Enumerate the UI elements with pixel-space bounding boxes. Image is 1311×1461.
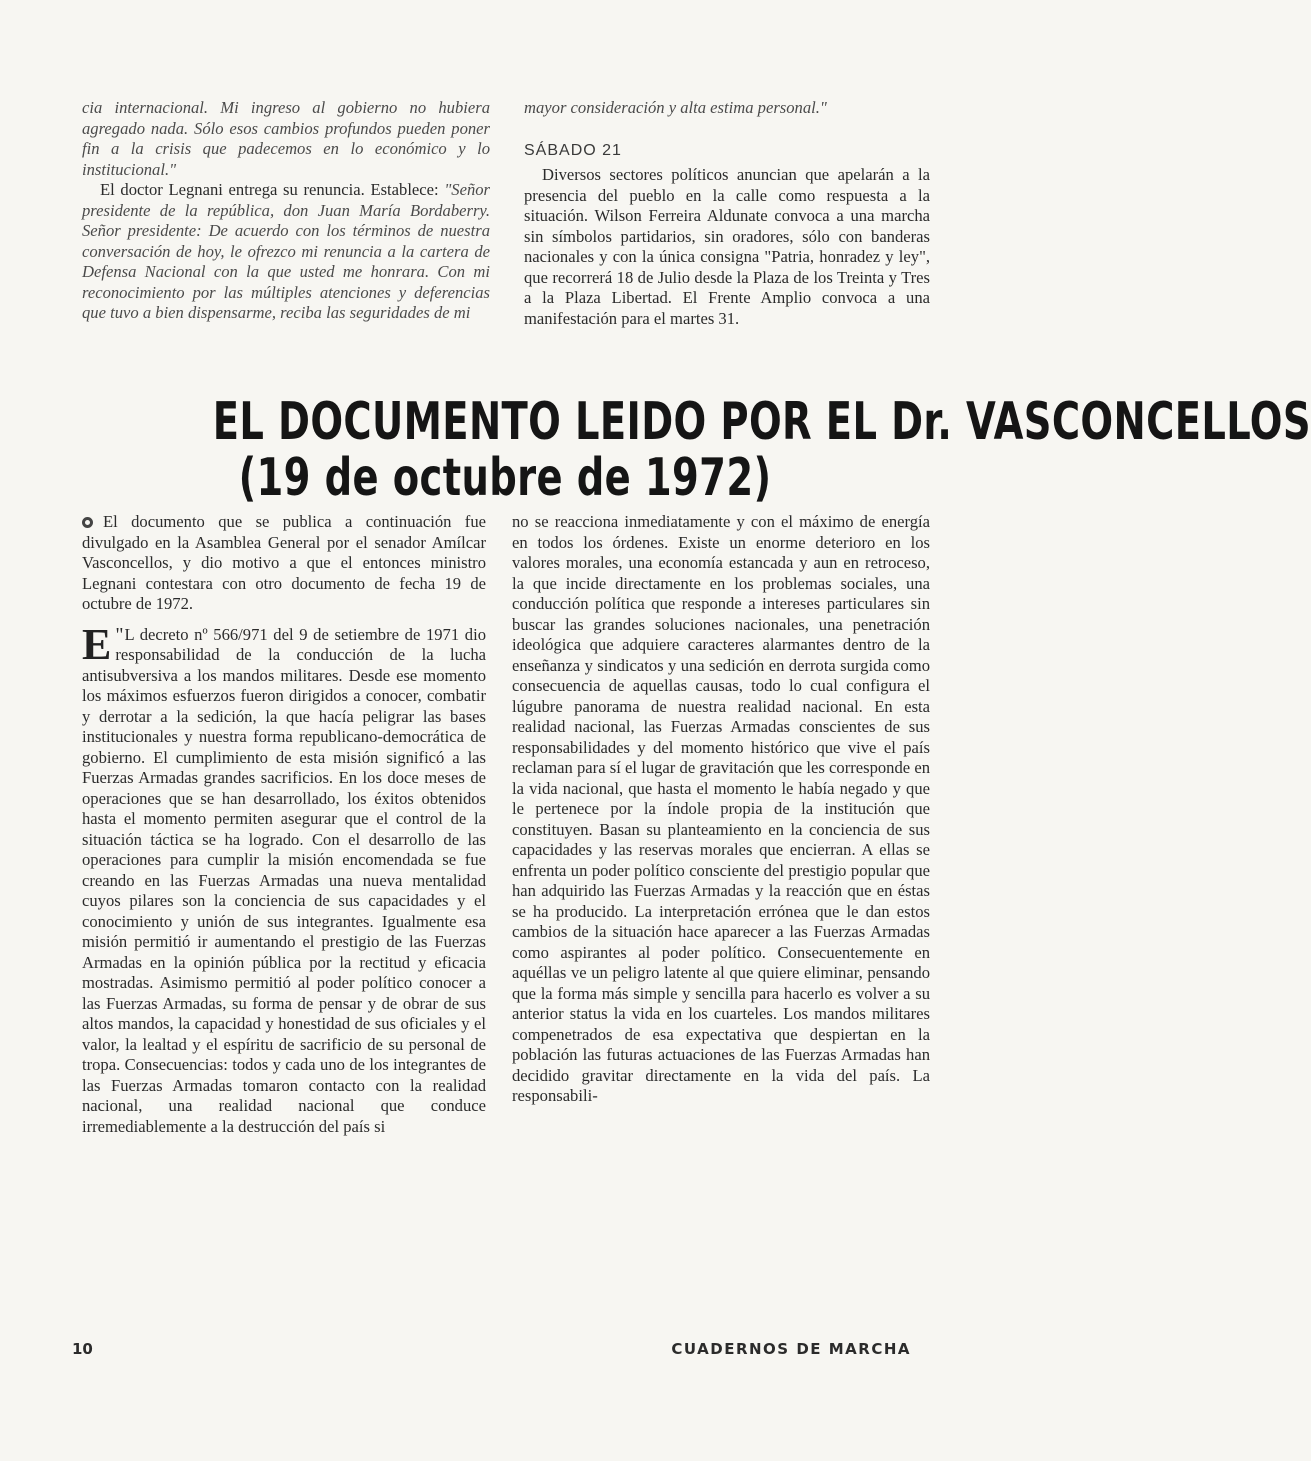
opening-quote-mark: " <box>115 623 124 646</box>
intro-text: El documento que se publica a continuación fue divulgado en la Asamblea General por el senador Amílcar Vasconcellos, y dio motivo a que el entonces ministro Legnani contestara con otro documento de fecha 19 de octubre de 1972. <box>82 512 486 613</box>
resignation-letter-quote: "Señor presidente de la república, don Juan María Bordaberry. Señor presidente: De acuerdo con los términos de nuestra conversación de hoy, le ofrezco mi renuncia a la cartera de Defensa Nacional con la que usted me honrara. Con mi reconocimiento por las múltiples atenciones y deferencias que tuvo a bien dispensarme, reciba las seguridades de mi <box>82 180 490 322</box>
top-right-column <box>524 98 930 329</box>
document-body-continued: no se reacciona inmediatamente y con el máximo de energía en todos los órdenes. Existe un enorme deterioro en los valores morales, una economía estancada y aun en retroceso, la que incide directamente en los problemas sociales, una conducción política que responde a intereses particulares sin buscar las grandes soluciones nacionales, una penetración ideológica que adquiere caracteres alarmantes dentro de la enseñanza y sindicatos y una sedición en derrota surgida como consecuencia de aquellas causas, todo lo cual configura el lúgubre panorama de nuestra realidad nacional. En esta realidad nacional, las Fuerzas Armadas conscientes de sus responsabilidades y del momento histórico que vive el país reclaman para sí el lugar de gravitación que les corresponde en la vida nacional, que hasta el momento le había negado y que le pertenece por la índole propia de la institución que constituyen. Basan su planteamiento en la conciencia de sus capacidades y las reservas morales que encierran. A ellas se enfrenta un poder político consciente del prestigio popular que han adquirido las Fuerzas Armadas y la reacción que en éstas se ha producido. La interpretación errónea que le dan estos cambios de la situación hace aparecer a las Fuerzas Armadas como aspirantes al poder político. Consecuentemente en aquéllas ve un peligro latente al que quiere eliminar, pensando que la forma más simple y sencilla para hacerlo es volver a su anterior status la vida en los cuarteles. Los mandos militares compenetrados de esa expectativa que despiertan en la población las futuras actuaciones de las Fuerzas Armadas han decidido gravitar directamente en la vida del país. La responsabili- <box>512 512 930 1105</box>
bottom-right-column <box>512 512 930 1107</box>
publication-name: CUADERNOS DE MARCHA <box>671 1340 911 1358</box>
article-headline-date: (19 de octubre de 1972) <box>238 448 772 508</box>
quoted-italic-text-end: mayor consideración y alta estima personal." <box>524 98 827 117</box>
document-body-text: L decreto nº 566/971 del 9 de setiembre de 1971 dio responsabilidad de la conducción de la lucha antisubversiva a los mandos militares. Desde ese momento los máximos esfuerzos fueron dirigidos a conocer, combatir y derrotar a la sedición, la que hacía peligrar las bases institucionales y nuestra forma republicano-democrática de gobierno. El cumplimiento de esta misión significó a las Fuerzas Armadas grandes sacrificios. En los doce meses de operaciones que se han desarrollado, los éxitos obtenidos hasta el momento permiten asegurar que el control de la situación táctica se ha logrado. Con el desarrollo de las operaciones para cumplir la misión encomendada se fue creando en las Fuerzas Armadas una nueva mentalidad cuyos pilares son la conciencia de sus capacidades y el conocimiento y unión de sus integrantes. Igualmente esa misión permitió ir aumentando el prestigio de las Fuerzas Armadas en la opinión pública por la rectitud y eficacia mostradas. Asimismo permitió al poder político conocer a las Fuerzas Armadas, su forma de pensar y de obrar de sus altos mandos, la capacidad y honestidad de sus oficiales y el valor, la lealtad y el espíritu de sacrificio de su personal de tropa. Consecuencias: todos y cada uno de los integrantes de las Fuerzas Armadas tomaron contacto con la realidad nacional, una realidad nacional que conduce irremediablemente a la destrucción del país si <box>82 624 486 1136</box>
drop-cap-letter: E <box>82 619 112 669</box>
section-heading-date: SÁBADO 21 <box>524 141 622 159</box>
top-left-column <box>82 98 490 324</box>
bullet-icon <box>82 517 93 528</box>
page-number: 10 <box>72 1340 93 1358</box>
bottom-left-column <box>82 512 486 1137</box>
resignation-paragraph <box>82 180 490 324</box>
intro-paragraph <box>82 512 486 615</box>
saturday-paragraph: Diversos sectores políticos anuncian que apelarán a la presencia del pueblo en la calle como respuesta a la situación. Wilson Ferreira Aldunate convoca a una marcha sin símbolos partidarios, sin oradores, sólo con banderas nacionales y con la única consigna "Patria, honradez y ley", que recorrerá 18 de Julio desde la Plaza de los Treinta y Tres a la Plaza Libertad. El Frente Amplio convoca a una manifestación para el martes 31. <box>524 165 930 328</box>
quoted-italic-text: cia internacional. Mi ingreso al gobierno no hubiera agregado nada. Sólo esos cambios profundos pueden poner fin a la crisis que padecemos en lo económico y lo institucional." <box>82 98 490 179</box>
article-headline: EL DOCUMENTO LEIDO POR EL Dr. VASCONCELLOS <box>212 392 1311 452</box>
document-body-start <box>82 619 486 1138</box>
resignation-intro: El doctor Legnani entrega su renuncia. Establece: <box>100 180 445 199</box>
